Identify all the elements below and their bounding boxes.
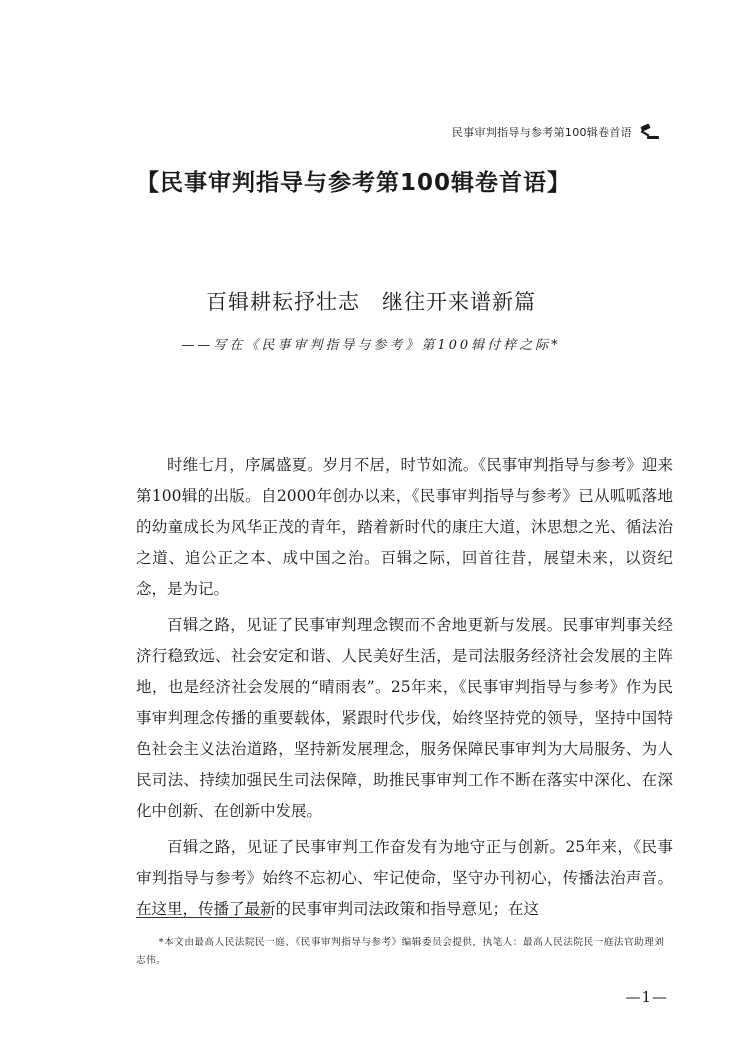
- section-title: 【民事审判指导与参考第100辑卷首语】: [136, 170, 572, 196]
- paragraph: 时维七月，序属盛夏。岁月不居，时节如流。《民事审判指导与参考》迎来第100辑的出版。自2000年创办以来，《民事审判指导与参考》已从呱呱落地的幼童成长为风华正茂的青年，踏着新时代的康庄大道，沐思想之光、循法治之道、追公正之本、成中国之治。百辑之际，回首往昔，展望未来，以资纪念，是为记。: [136, 456, 673, 598]
- page-number: —1—: [625, 988, 668, 1006]
- paragraph: 百辑之路，见证了民事审判工作奋发有为地守正与创新。25年来，《民事审判指导与参考》始终不忘初心、牢记使命，坚守办刊初心，传播法治声音。在这里，传播了最新的民事审判司法政策和指导意见；在这: [136, 838, 673, 918]
- article-subtitle: ——写在《民事审判指导与参考》第100辑付梓之际*: [181, 338, 561, 353]
- article-body: [136, 450, 673, 930]
- gavel-icon: [638, 124, 660, 140]
- article-title: 百辑耕耘抒壮志 继往开来谱新篇: [206, 290, 536, 314]
- running-header: [452, 124, 660, 140]
- footnote: *本文由最高人民法院民一庭、《民事审判指导与参考》编辑委员会提供，执笔人：最高人民法院民一庭法官助理刘志伟。: [136, 937, 665, 966]
- footnote-divider: [136, 917, 272, 918]
- running-header-title: 民事审判指导与参考第100辑卷首语: [451, 126, 632, 139]
- paragraph: 百辑之路，见证了民事审判理念锲而不舍地更新与发展。民事审判事关经济行稳致远、社会安定和谐、人民美好生活，是司法服务经济社会发展的主阵地，也是经济社会发展的“晴雨表”。25年来，《民事审判指导与参考》作为民事审判理念传播的重要载体，紧跟时代步伐，始终坚持党的领导，坚持中国特色社会主义法治道路，坚持新发展理念，服务保障民事审判为大局服务、为人民司法、持续加强民生司法保障，助推民事审判工作不断在落实中深化、在深化中创新、在创新中发展。: [136, 616, 673, 820]
